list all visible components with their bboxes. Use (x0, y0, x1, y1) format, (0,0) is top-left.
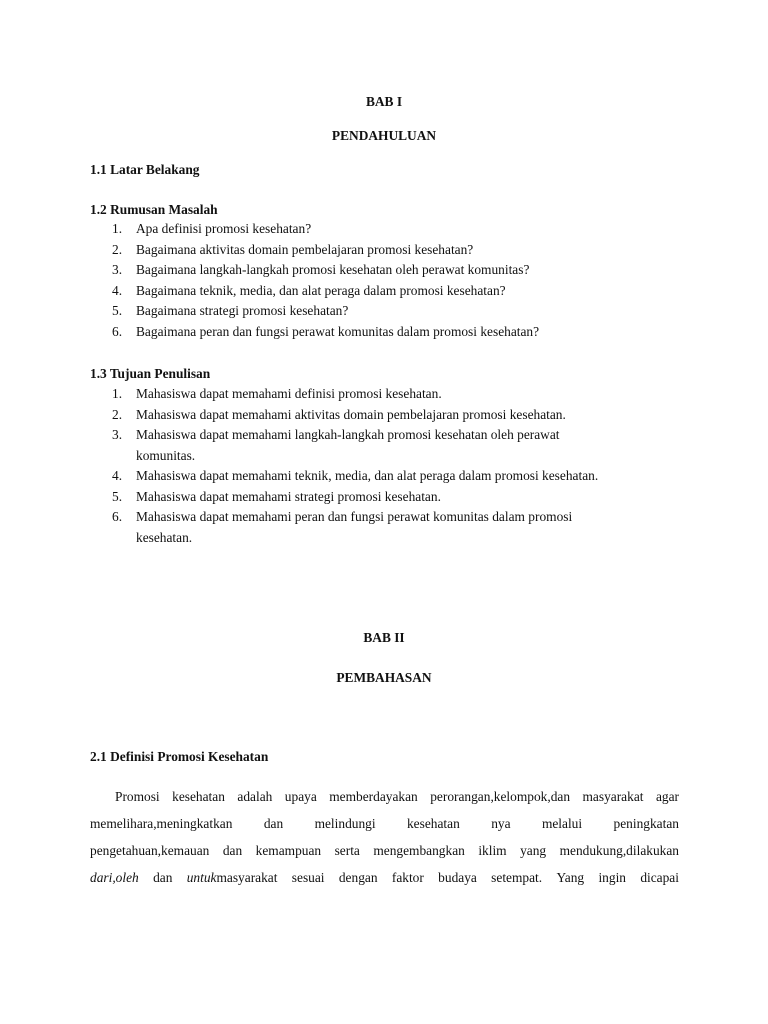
bab1-title: BAB I (365, 94, 403, 109)
list-item: 4. Bagaimana teknik, media, dan alat peraga dalam promosi kesehatan? (112, 282, 506, 298)
paragraph-line (90, 864, 679, 891)
bab1-subtitle: PENDAHULUAN (331, 128, 437, 143)
paragraph-line: Promosi kesehatan adalah upaya memberdayakan perorangan,kelompok,dan masyarakat agar (115, 789, 679, 804)
list-item: 1. Mahasiswa dapat memahami definisi promosi kesehatan. (112, 386, 442, 401)
word: ingin (598, 870, 626, 885)
word: kesehatan (406, 816, 460, 831)
word: melindungi (314, 816, 376, 831)
definisi-paragraph (90, 783, 679, 891)
word: peningkatan (613, 816, 679, 831)
word: sesuai (291, 870, 325, 885)
list-item: 3. Mahasiswa dapat memahami langkah-langkah promosi kesehatan oleh perawat komunitas. (112, 427, 560, 463)
italic-word: dari,oleh (90, 870, 139, 885)
list-item: 5. Mahasiswa dapat memahami strategi promosi kesehatan. (112, 488, 441, 504)
list-item: 3. Bagaimana langkah-langkah promosi kesehatan oleh perawat komunitas? (112, 262, 530, 277)
word: setempat. (491, 870, 543, 885)
word: budaya (438, 870, 477, 885)
word: dan (153, 870, 173, 885)
word: memelihara,meningkatkan (90, 816, 233, 831)
list-item: 4. Mahasiswa dapat memahami teknik, media, dan alat peraga dalam promosi kesehatan. (112, 468, 599, 483)
rumusan-heading: 1.2 Rumusan Masalah (90, 202, 218, 217)
word: faktor (391, 870, 424, 885)
latar-belakang-heading: 1.1 Latar Belakang (90, 162, 200, 177)
word: dicapai (640, 870, 679, 885)
tujuan-heading: 1.3 Tujuan Penulisan (90, 366, 211, 381)
list-item: 6. Bagaimana peran dan fungsi perawat komunitas dalam promosi kesehatan? (112, 323, 540, 339)
word-group: untukmasyarakat (186, 870, 278, 885)
list-item: 5. Bagaimana strategi promosi kesehatan? (112, 303, 349, 318)
list-item: 1. Apa definisi promosi kesehatan? (112, 221, 312, 236)
word: dengan (338, 870, 378, 885)
rumusan-list (90, 219, 680, 342)
list-item: 2. Bagaimana aktivitas domain pembelajaran promosi kesehatan? (112, 241, 474, 257)
definisi-heading: 2.1 Definisi Promosi Kesehatan (90, 749, 269, 764)
bab2-subtitle: PEMBAHASAN (336, 670, 432, 685)
word: Yang (556, 870, 585, 885)
bab2-title: BAB II (363, 630, 405, 645)
tujuan-list (90, 384, 680, 548)
paragraph-line (90, 810, 679, 837)
paragraph-line: pengetahuan,kemauan dan kemampuan serta mengembangkan iklim yang mendukung,dilakukan (90, 843, 679, 858)
list-item: 2. Mahasiswa dapat memahami aktivitas domain pembelajaran promosi kesehatan. (112, 406, 566, 422)
word: melalui (541, 816, 583, 831)
word: nya (491, 816, 511, 831)
word: dan (263, 816, 284, 831)
list-item: 6. Mahasiswa dapat memahami peran dan fungsi perawat komunitas dalam promosi kesehatan. (112, 509, 573, 545)
